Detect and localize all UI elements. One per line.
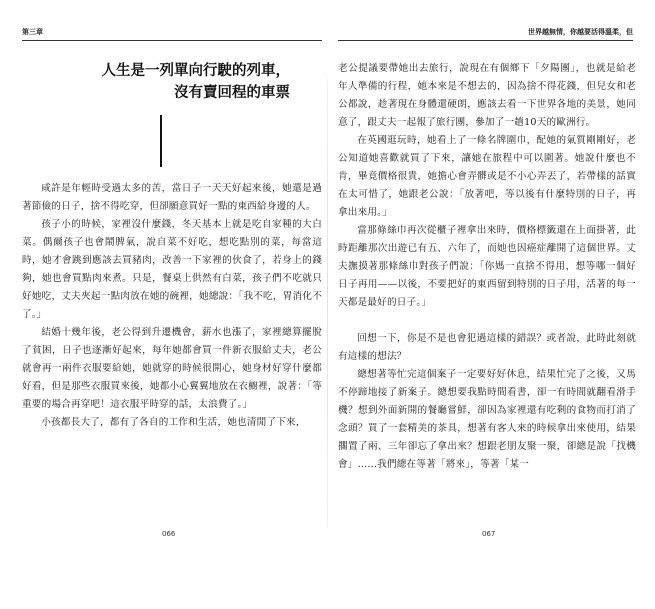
paragraph: 在英國逛玩時，她看上了一條名牌圍巾，配她的氣質剛剛好，老公知道她喜歡就買了下來，讓她在旅程中可以圍著。她說什麼也不肯，畢竟價格很貴，她擔心會弄髒或是不小心弄丟了，若帶樣的話實在太可惜了，她跟老公說：「放著吧，等以後有什麼特別的日子，再拿出來用。」 — [338, 135, 636, 218]
paragraph: 孩子小的時候，家裡沒什麼錢，冬天基本上就是吃自家種的大白菜。偶爾孩子也會鬧脾氣，說自菜不好吃，想吃點別的菜，每當這時，她才會跳到應該去買豬肉，改善一下家裡的伙食了，若身上的錢夠，她也會買點肉來煮。只是，餐桌上供然有白菜，孩子們不吃就只好她吃，丈夫夾起一點肉放在她的碗裡，她總說：「我不吃，胃消化不了。」 — [22, 219, 322, 320]
section-title-line-1: 人生是一列單向行駛的列車， — [101, 62, 290, 79]
header-rule-right — [338, 40, 633, 41]
header-rule-left — [22, 40, 322, 41]
right-page-body — [338, 60, 636, 474]
title-vertical-rule — [160, 115, 162, 167]
paragraph: 老公提議要帶她出去旅行，說現在有個鄉下「夕陽團」，也就是給老年人準備的行程，她本來是不想去的，因為捨不得花錢，但兒女和老公都說，趁著現在身體還硬朗，應該去看一下世界各地的美景，她同意了，跟丈夫一起報了旅行團，參加了一趟10天的歐洲行。 — [338, 63, 636, 128]
page-number-right: 067 — [482, 530, 496, 538]
section-title — [70, 60, 290, 104]
paragraph: 咸許是年輕時受過太多的苦，當日子一天天好起來後，她還是過著節儉的日子，捨不得吃穿，但卻願意買好一點的東西給身邊的人。 — [22, 183, 322, 212]
paragraph: 小孩都長大了，都有了各自的工作和生活，她也清閒了下來， — [41, 417, 306, 428]
paragraph: 總想著等忙完這個案子一定要好好休息，結果忙完了之後，又馬不停蹄地接了新案子。總想要我點時間看書，卻一有時間就翻看滑手機？想到外面新開的餐廳嘗鮮，卻因為家裡還有吃剩的食物而打消了念頭？買了一套精美的茶具，想著有客人來的時候拿出來使用，結果擱置了兩、三年卻忘了拿出來？想跟老朋友聚一聚，卻總是說「找機會」……我們總在等著「將來」，等著「某一 — [338, 369, 636, 470]
running-head-right: 世界越無情，你越要活得溫柔，但 — [528, 28, 633, 36]
paragraph: 回想一下，你是不是也會犯過這樣的錯誤？或者說，此時此刻就有這樣的想法？ — [338, 333, 636, 362]
paragraph: 當那條絲巾再次從櫃子裡拿出來時，價格標籤還在上面掛著，此時距離那次出遊已有五、六年了，而她也因癌症離開了這個世界。丈夫撫摸著那條絲巾對孩子們說：「你媽一直捨不得用，想等哪一個好日子再用——以後，不要把好的東西留到特別的日子用，活著的每一天都是最好的日子。」 — [338, 225, 636, 308]
running-head-left: 第三章 — [22, 28, 43, 36]
section-title-line-2: 沒有賣回程的車票 — [174, 84, 290, 101]
section-break — [338, 312, 636, 330]
page-number-left: 066 — [162, 530, 176, 538]
book-spine — [327, 78, 328, 528]
paragraph: 結婚十幾年後，老公得到升遷機會，薪水也漲了，家裡總算擺脫了貧困，日子也逐漸好起來，每年她都會買一件新衣服給丈夫，老公就會再一兩件衣服要給她，她就穿的時候很開心，她身材好穿什麼都好看，但是那些衣服買來後，她都小心翼翼地放在衣櫥裡，說著：「等重要的場合再穿吧！這衣服平時穿的話，太浪費了。」 — [22, 327, 322, 410]
left-page-body — [22, 180, 322, 432]
